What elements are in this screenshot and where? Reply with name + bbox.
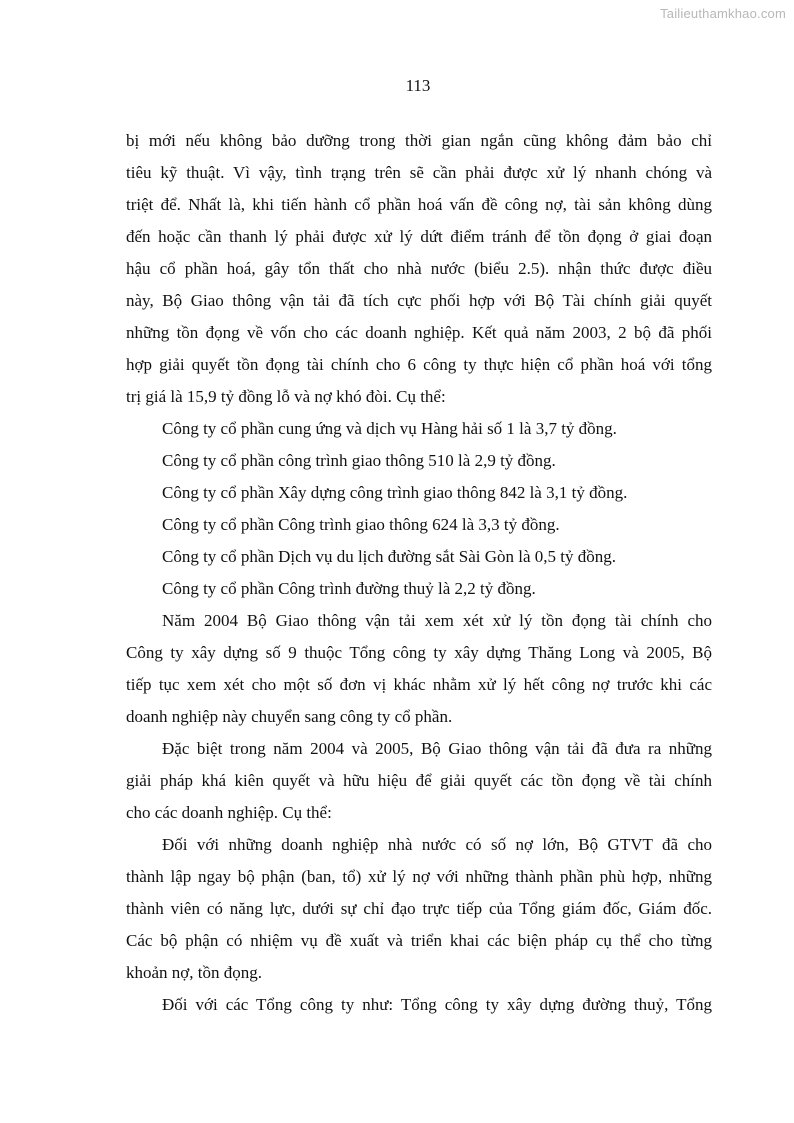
document-body — [126, 125, 712, 1021]
watermark: Tailieuthamkhao.com — [660, 6, 786, 21]
text-line: Các bộ phận có nhiệm vụ đề xuất và triển khai các biện pháp cụ thể cho từng — [126, 931, 712, 950]
text-line: bị mới nếu không bảo dưỡng trong thời gian ngắn cũng không đảm bảo chỉ — [126, 131, 712, 150]
text-line: tiếp tục xem xét cho một số đơn vị khác nhằm xử lý hết công nợ trước khi các — [126, 675, 712, 694]
text-line: Đối với những doanh nghiệp nhà nước có số nợ lớn, Bộ GTVT đã cho — [162, 835, 712, 854]
text-line: Đặc biệt trong năm 2004 và 2005, Bộ Giao thông vận tải đã đưa ra những — [162, 739, 712, 758]
text-line: khoản nợ, tồn đọng. — [126, 963, 263, 982]
text-line: giải pháp khá kiên quyết và hữu hiệu để giải quyết các tồn đọng về tài chính — [126, 771, 712, 790]
text-line: Đối với các Tổng công ty như: Tổng công ty xây dựng đường thuỷ, Tổng — [162, 995, 712, 1014]
text-line: hợp giải quyết tồn đọng tài chính cho 6 công ty thực hiện cổ phần hoá với tổng — [126, 355, 712, 374]
text-line: triệt để. Nhất là, khi tiến hành cổ phần hoá vấn đề công nợ, tài sản không dùng — [126, 195, 712, 214]
company-list-item: Công ty cổ phần cung ứng và dịch vụ Hàng hải số 1 là 3,7 tỷ đồng. — [162, 419, 617, 438]
text-line: hậu cổ phần hoá, gây tổn thất cho nhà nước (biểu 2.5). nhận thức được điều — [126, 259, 712, 278]
company-list-item: Công ty cổ phần công trình giao thông 510 là 2,9 tỷ đồng. — [162, 451, 556, 470]
text-line: cho các doanh nghiệp. Cụ thể: — [126, 803, 332, 822]
company-list-item: Công ty cổ phần Xây dựng công trình giao thông 842 là 3,1 tỷ đồng. — [162, 483, 628, 502]
text-line: đến hoặc cần thanh lý phải được xử lý dứt điểm tránh để tồn đọng ở giai đoạn — [126, 227, 712, 246]
text-line: trị giá là 15,9 tỷ đồng lỗ và nợ khó đòi. Cụ thể: — [126, 387, 446, 406]
text-line: này, Bộ Giao thông vận tải đã tích cực phối hợp với Bộ Tài chính giải quyết — [126, 291, 712, 310]
company-list-item: Công ty cổ phần Công trình đường thuỷ là 2,2 tỷ đồng. — [162, 579, 536, 598]
text-line: những tồn đọng về vốn cho các doanh nghiệp. Kết quả năm 2003, 2 bộ đã phối — [126, 323, 712, 342]
text-line: Công ty xây dựng số 9 thuộc Tổng công ty xây dựng Thăng Long và 2005, Bộ — [126, 643, 712, 662]
page-number: 113 — [405, 76, 431, 95]
text-line: thành lập ngay bộ phận (ban, tổ) xử lý nợ với những thành phần phù hợp, những — [126, 867, 712, 886]
text-line: Năm 2004 Bộ Giao thông vận tải xem xét xử lý tồn đọng tài chính cho — [162, 611, 712, 630]
text-line: thành viên có năng lực, dưới sự chỉ đạo trực tiếp của Tổng giám đốc, Giám đốc. — [126, 899, 712, 918]
text-line: tiêu kỹ thuật. Vì vậy, tình trạng trên sẽ cần phải được xử lý nhanh chóng và — [126, 163, 712, 182]
text-line: doanh nghiệp này chuyển sang công ty cổ phần. — [126, 707, 453, 726]
company-list-item: Công ty cổ phần Công trình giao thông 624 là 3,3 tỷ đồng. — [162, 515, 560, 534]
company-list-item: Công ty cổ phần Dịch vụ du lịch đường sắt Sài Gòn là 0,5 tỷ đồng. — [162, 547, 617, 566]
